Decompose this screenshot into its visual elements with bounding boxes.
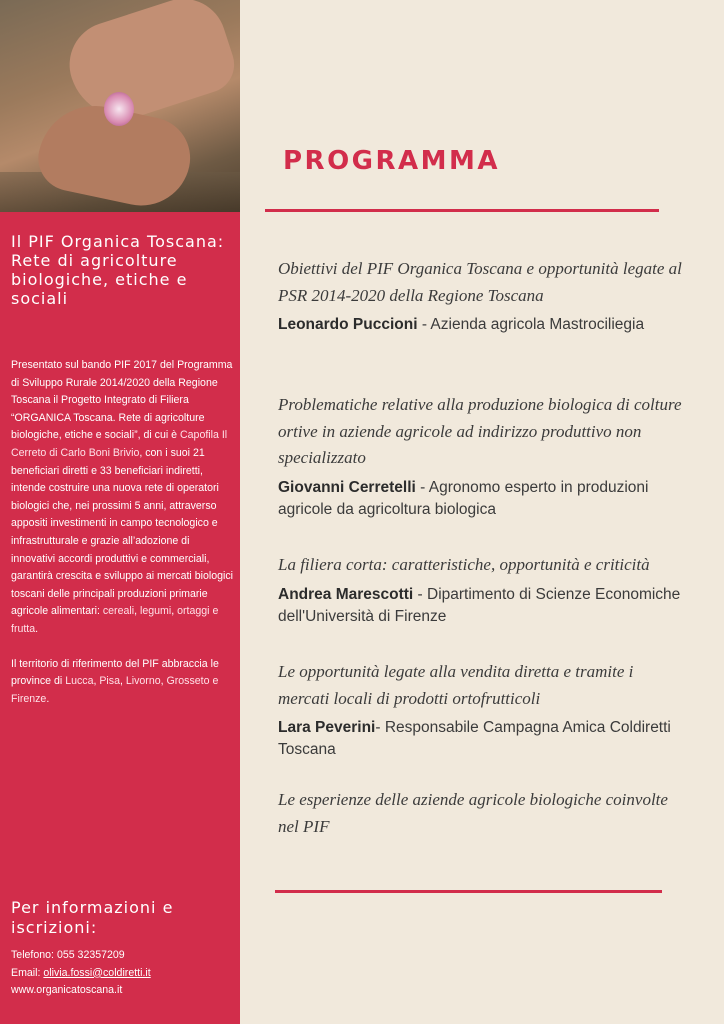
program-speaker [278, 717, 688, 761]
speaker-name: Giovanni Cerretelli [278, 478, 416, 496]
province-pisa: Pisa [99, 675, 120, 688]
program-item [278, 787, 688, 840]
top-divider [265, 209, 659, 212]
program-topic: Le esperienze delle aziende agricole biologiche coinvolte nel PIF [278, 790, 668, 836]
speaker-role: - Dipartimento di Scienze Economiche dell'Università di Firenze [278, 585, 681, 625]
page-title: PROGRAMMA [283, 146, 501, 176]
program-topic: Obiettivi del PIF Organica Toscana e opportunità legate al PSR 2014-2020 della Regione Toscana [278, 259, 682, 305]
contact-website: www.organicatoscana.it [11, 984, 123, 996]
product-ortaggi: ortaggi [177, 605, 210, 618]
speaker-name: Leonardo Puccioni [278, 316, 418, 333]
program-topic: Le opportunità legate alla vendita diretta e tramite i mercati locali di prodotti ortofrutticoli [278, 662, 634, 708]
bottom-divider [275, 890, 662, 893]
program-item [278, 392, 688, 521]
photo-flower [104, 92, 134, 126]
p1-text-b: , con i suoi 21 beneficiari diretti e 33 beneficiari indiretti, intende costruire una nuova rete di operatori biologici che, nei prossimi 5 anni, attraverso appositi investimenti in campo tecnologico e infrastrutturale e grazie all’adozione di innovativi accordi produttivi e commerciali, garantirà crescita e sviluppo ai mercati biologici toscani delle principali produzioni primarie agricole alimentari: [11, 446, 233, 618]
capofila-highlight: Capofila Il Cerreto di Carlo Boni Brivio [11, 429, 228, 459]
product-frutta: frutta [11, 622, 36, 635]
province-conjunction: e [212, 675, 219, 688]
sidebar [0, 212, 240, 1024]
speaker-name: Lara Peverini [278, 719, 376, 736]
p2-text: Il territorio di riferimento del PIF abbraccia le province di [11, 657, 219, 688]
program-speaker [278, 314, 688, 336]
product-cereali: cereali [102, 605, 135, 618]
contact-phone: Telefono: 055 32357209 [11, 949, 125, 961]
p1-text-a: Presentato sul bando PIF 2017 del Programma di Sviluppo Rurale 2014/2020 della Regione Toscana il Progetto Integrato di Filiera “ORGANICA Toscana. Rete di agricolture biologiche, etiche e sociali”, di cui è [11, 359, 233, 442]
contact-title: Per informazioni e iscrizioni: [11, 898, 174, 937]
product-legumi: legumi [139, 605, 172, 618]
program-item [278, 256, 688, 336]
sidebar-description [11, 357, 233, 725]
sidebar-title: Il PIF Organica Toscana: Rete di agricolture biologiche, etiche e sociali [11, 232, 225, 308]
product-conjunction: e [212, 605, 219, 618]
province-livorno: Livorno [125, 675, 161, 688]
province-lucca: Lucca [65, 675, 94, 688]
speaker-role: - Responsabile Campagna Amica Coldiretti Toscana [278, 719, 671, 758]
speaker-role: - Azienda agricola Mastrociliegia [417, 316, 645, 333]
description-paragraph-1: Presentato sul bando PIF 2017 del Programma di Sviluppo Rurale 2014/2020 della Regione Toscana il Progetto Integrato di Filiera “ORGANICA Toscana. Rete di agricolture biologiche, etiche e sociali”, di cui è Capofila Il Cerreto di Carlo Boni Brivio, con i suoi 21 beneficiari diretti e 33 beneficiari indiretti, intende costruire una nuova rete di operatori biologici che, nei prossimi 5 anni, attraverso appositi investimenti in campo tecnologico e infrastrutturale e grazie all’adozione di innovativi accordi produttivi e commerciali, garantirà crescita e sviluppo ai mercati biologici toscani delle principali produzioni primarie agricole alimentari: cereali, legumi, ortaggi e frutta. [11, 359, 233, 635]
email-link[interactable]: olivia.fossi@coldiretti.it [43, 966, 151, 979]
program-topic: Problematiche relative alla produzione biologica di colture ortive in aziende agricole ad indirizzo produttivo non specializzato [278, 395, 682, 467]
email-label: Email: [11, 966, 44, 979]
hands-flower-photo [0, 0, 240, 212]
program-topic: La filiera corta: caratteristiche, opportunità e criticità [278, 555, 650, 574]
program-speaker [278, 477, 688, 521]
speaker-name: Andrea Marescotti [278, 585, 414, 603]
province-grosseto: Grosseto [166, 675, 210, 688]
description-paragraph-2: Il territorio di riferimento del PIF abbraccia le province di Lucca, Pisa, Livorno, Grosseto e Firenze. [11, 657, 219, 705]
province-firenze: Firenze [11, 692, 47, 705]
program-speaker [278, 584, 688, 628]
program-item [278, 659, 688, 761]
contact-email-row [11, 965, 233, 983]
contact-info [11, 947, 233, 1000]
speaker-role: - Agronomo esperto in produzioni agricole da agricoltura biologica [278, 478, 649, 518]
program-item [278, 552, 688, 628]
